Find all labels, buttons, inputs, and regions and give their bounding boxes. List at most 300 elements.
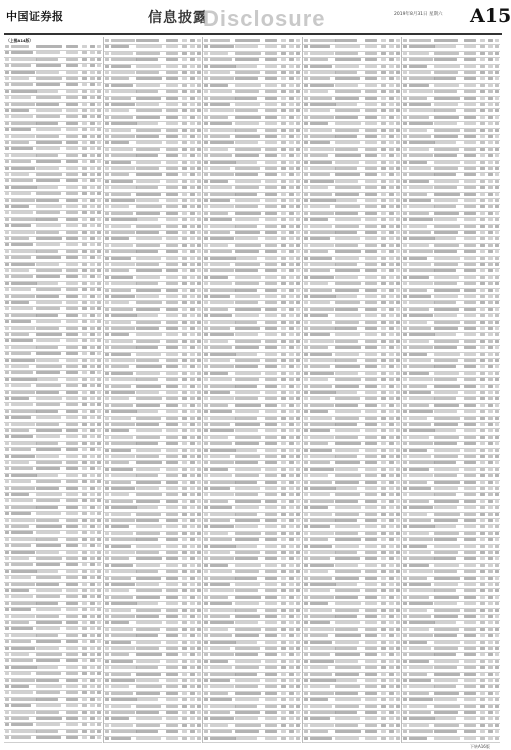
table-cell-text	[97, 551, 101, 554]
table-cell-text	[66, 64, 78, 67]
table-cell-text	[403, 557, 407, 560]
table-cell-text	[97, 352, 101, 355]
table-cell-text	[381, 205, 386, 208]
table-cell-text	[190, 218, 195, 221]
table-cell-text	[403, 570, 407, 573]
table-cell-text	[281, 365, 286, 368]
table-cell-text	[389, 84, 394, 87]
table-cell-text	[289, 257, 294, 260]
table-cell-text	[136, 698, 158, 701]
table-cell-text	[82, 45, 87, 48]
table-cell-text	[66, 691, 78, 694]
table-cell-text	[97, 45, 101, 48]
table-cell-text	[296, 391, 300, 394]
table-cell-text	[403, 417, 407, 420]
table-cell-text	[82, 122, 87, 125]
table-cell-text	[396, 429, 400, 432]
table-cell-text	[396, 673, 400, 676]
table-cell-text	[136, 596, 160, 599]
table-cell-text	[480, 481, 485, 484]
table-cell-text	[464, 193, 476, 196]
table-cell-text	[409, 724, 429, 727]
table-cell-text	[235, 500, 261, 503]
table-cell-text	[36, 96, 61, 99]
table-cell-text	[488, 442, 493, 445]
table-cell-text	[182, 705, 187, 708]
table-cell-text	[381, 410, 386, 413]
table-cell-text	[304, 628, 308, 631]
table-cell-text	[111, 500, 133, 503]
table-cell-text	[296, 609, 300, 612]
table-cell-text	[265, 513, 277, 516]
table-cell-text	[204, 506, 208, 509]
table-cell-text	[310, 474, 328, 477]
table-cell-text	[66, 506, 78, 509]
table-cell-text	[182, 717, 187, 720]
table-cell-text	[235, 481, 257, 484]
table-cell-text	[495, 161, 499, 164]
table-cell-text	[389, 711, 394, 714]
table-cell-text	[381, 314, 386, 317]
table-cell-text	[105, 647, 109, 650]
table-cell-text	[82, 167, 87, 170]
table-cell-text	[434, 589, 456, 592]
table-cell-text	[82, 352, 87, 355]
table-cell-text	[136, 506, 158, 509]
table-cell-text	[36, 467, 60, 470]
table-cell-text	[389, 141, 394, 144]
table-cell-text	[304, 314, 308, 317]
table-cell-text	[5, 634, 9, 637]
table-cell-text	[495, 301, 499, 304]
table-cell-text	[190, 685, 195, 688]
table-cell-text	[166, 250, 178, 253]
table-cell-text	[281, 205, 286, 208]
table-cell-text	[464, 481, 476, 484]
table-cell-text	[190, 500, 195, 503]
table-cell-text	[495, 519, 499, 522]
table-cell-text	[381, 237, 386, 240]
table-cell-text	[335, 58, 361, 61]
table-cell-text	[204, 276, 208, 279]
table-cell-text	[289, 346, 294, 349]
table-cell-text	[281, 487, 286, 490]
table-cell-text	[197, 641, 201, 644]
table-cell-text	[281, 525, 286, 528]
table-cell-text	[210, 333, 234, 336]
table-cell-text	[210, 730, 232, 733]
table-cell-text	[197, 666, 201, 669]
table-cell-text	[464, 148, 476, 151]
table-cell-text	[488, 97, 493, 100]
table-cell-text	[136, 609, 161, 612]
table-cell-text	[281, 109, 286, 112]
table-cell-text	[97, 320, 101, 323]
table-cell-text	[190, 193, 195, 196]
table-cell-text	[136, 404, 160, 407]
table-cell-text	[182, 250, 187, 253]
table-cell-text	[365, 295, 377, 298]
table-row	[303, 736, 401, 743]
table-cell-text	[396, 564, 400, 567]
table-cell-text	[409, 84, 429, 87]
table-cell-text	[389, 532, 394, 535]
table-cell-text	[381, 397, 386, 400]
table-cell-text	[389, 225, 394, 228]
table-cell-text	[464, 634, 476, 637]
table-cell-text	[235, 135, 260, 138]
table-cell-text	[182, 564, 187, 567]
table-cell-text	[289, 500, 294, 503]
table-cell-text	[289, 84, 294, 87]
table-cell-text	[464, 129, 476, 132]
table-cell-text	[495, 327, 499, 330]
table-cell-text	[464, 500, 476, 503]
table-cell-text	[480, 321, 485, 324]
table-cell-text	[365, 135, 377, 138]
table-cell-text	[136, 711, 159, 714]
table-cell-text	[434, 45, 456, 48]
table-cell-text	[296, 276, 300, 279]
table-cell-text	[105, 359, 109, 362]
table-cell-text	[434, 679, 458, 682]
table-cell-text	[166, 135, 178, 138]
table-cell-text	[11, 314, 37, 317]
table-cell-text	[166, 429, 178, 432]
table-cell-text	[495, 551, 499, 554]
table-cell-text	[488, 167, 493, 170]
table-cell-text	[381, 564, 386, 567]
table-cell-text	[480, 167, 485, 170]
table-cell-text	[403, 685, 407, 688]
table-cell-text	[495, 653, 499, 656]
table-cell-text	[5, 269, 9, 272]
table-cell-text	[90, 679, 95, 682]
table-cell-text	[495, 513, 499, 516]
table-cell-text	[166, 628, 178, 631]
table-cell-text	[166, 519, 178, 522]
table-cell-text	[105, 65, 109, 68]
table-cell-text	[111, 205, 129, 208]
table-cell-text	[389, 289, 394, 292]
table-cell-text	[495, 84, 499, 87]
table-cell-text	[464, 263, 476, 266]
table-cell-text	[235, 596, 261, 599]
table-cell-text	[197, 289, 201, 292]
table-cell-text	[365, 487, 377, 490]
table-cell-text	[235, 346, 259, 349]
table-cell-text	[136, 583, 159, 586]
table-cell-text	[105, 340, 109, 343]
table-cell-text	[289, 365, 294, 368]
table-cell-text	[403, 647, 407, 650]
table-cell-text	[235, 455, 260, 458]
table-cell-text	[66, 480, 78, 483]
table-cell-text	[289, 589, 294, 592]
table-cell-text	[90, 327, 95, 330]
table-cell-text	[210, 724, 228, 727]
table-cell-text	[97, 71, 101, 74]
table-cell-text	[289, 97, 294, 100]
table-cell-text	[495, 186, 499, 189]
table-cell-text	[488, 621, 493, 624]
table-cell-text	[409, 730, 433, 733]
table-cell-text	[204, 308, 208, 311]
table-cell-text	[190, 557, 195, 560]
table-cell-text	[235, 321, 257, 324]
table-cell-text	[480, 372, 485, 375]
table-cell-text	[204, 557, 208, 560]
table-cell-text	[365, 378, 377, 381]
table-cell-text	[389, 692, 394, 695]
table-cell-text	[488, 250, 493, 253]
table-cell-text	[304, 429, 308, 432]
table-cell-text	[105, 173, 109, 176]
table-cell-text	[66, 659, 78, 662]
table-cell-text	[36, 621, 62, 624]
table-cell-text	[190, 39, 195, 42]
table-cell-text	[66, 448, 78, 451]
table-cell-text	[495, 596, 499, 599]
table-cell-text	[82, 416, 87, 419]
table-cell-text	[90, 666, 95, 669]
table-cell-text	[310, 58, 328, 61]
table-cell-text	[210, 218, 232, 221]
table-cell-text	[403, 231, 407, 234]
table-cell-text	[82, 378, 87, 381]
table-cell-text	[90, 192, 95, 195]
table-cell-text	[36, 263, 59, 266]
table-cell-text	[197, 679, 201, 682]
table-cell-text	[182, 321, 187, 324]
table-cell-text	[90, 525, 95, 528]
table-cell-text	[488, 628, 493, 631]
table-cell-text	[403, 237, 407, 240]
table-cell-text	[488, 135, 493, 138]
table-cell-text	[82, 96, 87, 99]
table-cell-text	[409, 545, 427, 548]
table-cell-text	[335, 577, 359, 580]
table-cell-text	[495, 717, 499, 720]
table-cell-text	[36, 51, 60, 54]
table-cell-text	[166, 692, 178, 695]
table-cell-text	[434, 621, 456, 624]
table-cell-text	[82, 506, 87, 509]
table-cell-text	[166, 237, 178, 240]
table-cell-text	[495, 429, 499, 432]
table-cell-text	[488, 52, 493, 55]
table-cell-text	[403, 666, 407, 669]
table-cell-text	[82, 634, 87, 637]
table-cell-text	[281, 295, 286, 298]
table-cell-text	[5, 602, 9, 605]
table-cell-text	[265, 308, 277, 311]
table-cell-text	[105, 468, 109, 471]
table-cell-text	[281, 532, 286, 535]
table-cell-text	[409, 161, 427, 164]
table-cell-text	[296, 513, 300, 516]
table-cell-text	[304, 52, 308, 55]
table-cell-text	[381, 269, 386, 272]
table-cell-text	[265, 404, 277, 407]
table-cell-text	[66, 429, 78, 432]
table-cell-text	[136, 77, 162, 80]
table-cell-text	[381, 417, 386, 420]
table-cell-text	[381, 372, 386, 375]
table-cell-text	[403, 525, 407, 528]
table-cell-text	[480, 295, 485, 298]
table-cell-text	[409, 423, 431, 426]
table-cell-text	[235, 359, 260, 362]
table-cell-text	[235, 148, 261, 151]
table-cell-text	[136, 513, 161, 516]
table-cell-text	[310, 609, 332, 612]
table-cell-text	[210, 513, 236, 516]
table-cell-text	[389, 391, 394, 394]
table-cell-text	[281, 385, 286, 388]
table-cell-text	[105, 615, 109, 618]
table-cell-text	[105, 474, 109, 477]
table-cell-text	[190, 442, 195, 445]
table-cell-text	[105, 673, 109, 676]
table-cell-text	[90, 211, 95, 214]
table-cell-text	[182, 577, 187, 580]
table-cell-text	[304, 109, 308, 112]
table-cell-text	[335, 455, 357, 458]
table-cell-text	[495, 71, 499, 74]
table-cell-text	[389, 634, 394, 637]
table-cell-text	[310, 45, 330, 48]
table-cell-text	[82, 551, 87, 554]
table-cell-text	[488, 429, 493, 432]
table-cell-text	[204, 410, 208, 413]
table-cell-text	[289, 692, 294, 695]
table-cell-text	[389, 423, 394, 426]
table-cell-text	[381, 557, 386, 560]
table-cell-text	[235, 212, 261, 215]
table-cell-text	[409, 417, 427, 420]
table-cell-text	[296, 269, 300, 272]
table-cell-text	[495, 474, 499, 477]
table-cell-text	[281, 730, 286, 733]
table-cell-text	[136, 141, 162, 144]
table-cell-text	[66, 199, 78, 202]
table-cell-text	[136, 269, 162, 272]
table-cell-text	[365, 314, 377, 317]
table-cell-text	[409, 647, 431, 650]
table-cell-text	[235, 429, 258, 432]
table-cell-text	[265, 167, 277, 170]
table-cell-text	[304, 730, 308, 733]
table-cell-text	[304, 461, 308, 464]
table-cell-text	[90, 378, 95, 381]
table-cell-text	[11, 698, 37, 701]
table-cell-text	[396, 231, 400, 234]
table-cell-text	[304, 231, 308, 234]
table-cell-text	[204, 186, 208, 189]
table-cell-text	[90, 64, 95, 67]
table-cell-text	[66, 647, 78, 650]
table-cell-text	[166, 353, 178, 356]
table-cell-text	[335, 90, 361, 93]
table-cell-text	[82, 250, 87, 253]
table-cell-text	[409, 487, 431, 490]
table-cell-text	[310, 193, 332, 196]
table-cell-text	[197, 461, 201, 464]
table-cell-text	[182, 372, 187, 375]
table-cell-text	[105, 257, 109, 260]
table-cell-text	[310, 77, 330, 80]
table-cell-text	[289, 148, 294, 151]
table-cell-text	[190, 737, 195, 740]
table-cell-text	[488, 193, 493, 196]
table-cell-text	[381, 263, 386, 266]
table-cell-text	[480, 506, 485, 509]
table-cell-text	[111, 65, 131, 68]
table-cell-text	[166, 698, 178, 701]
table-cell-text	[105, 493, 109, 496]
table-cell-text	[182, 468, 187, 471]
table-cell-text	[11, 493, 29, 496]
table-cell-text	[82, 423, 87, 426]
table-cell-text	[434, 97, 460, 100]
table-cell-text	[464, 58, 476, 61]
table-cell-text	[166, 506, 178, 509]
table-cell-text	[464, 423, 476, 426]
table-cell-text	[296, 429, 300, 432]
table-cell-text	[136, 109, 162, 112]
table-cell-text	[434, 365, 456, 368]
table-cell-text	[105, 436, 109, 439]
table-cell-text	[403, 711, 407, 714]
table-cell-text	[66, 608, 78, 611]
table-cell-text	[204, 698, 208, 701]
table-cell-text	[36, 538, 58, 541]
table-cell-text	[495, 346, 499, 349]
table-cell-text	[166, 577, 178, 580]
table-cell-text	[289, 506, 294, 509]
table-cell-text	[11, 531, 33, 534]
table-cell-text	[304, 538, 308, 541]
table-cell-text	[304, 705, 308, 708]
table-cell-text	[105, 730, 109, 733]
table-cell-text	[265, 385, 277, 388]
table-cell-text	[197, 513, 201, 516]
table-cell-text	[495, 97, 499, 100]
table-cell-text	[265, 39, 277, 42]
table-cell-text	[296, 250, 300, 253]
table-cell-text	[480, 717, 485, 720]
table-cell-text	[5, 448, 9, 451]
table-cell-text	[488, 295, 493, 298]
table-cell-text	[296, 109, 300, 112]
table-cell-text	[434, 129, 460, 132]
table-cell-text	[365, 564, 377, 567]
table-cell-text	[97, 723, 101, 726]
table-cell-text	[190, 250, 195, 253]
table-cell-text	[36, 423, 59, 426]
table-cell-text	[403, 609, 407, 612]
table-cell-text	[495, 557, 499, 560]
table-cell-text	[488, 314, 493, 317]
table-cell-text	[90, 704, 95, 707]
table-cell-text	[296, 186, 300, 189]
table-cell-text	[409, 481, 427, 484]
table-cell-text	[82, 640, 87, 643]
table-column-5	[402, 37, 501, 743]
table-cell-text	[289, 282, 294, 285]
table-cell-text	[396, 141, 400, 144]
